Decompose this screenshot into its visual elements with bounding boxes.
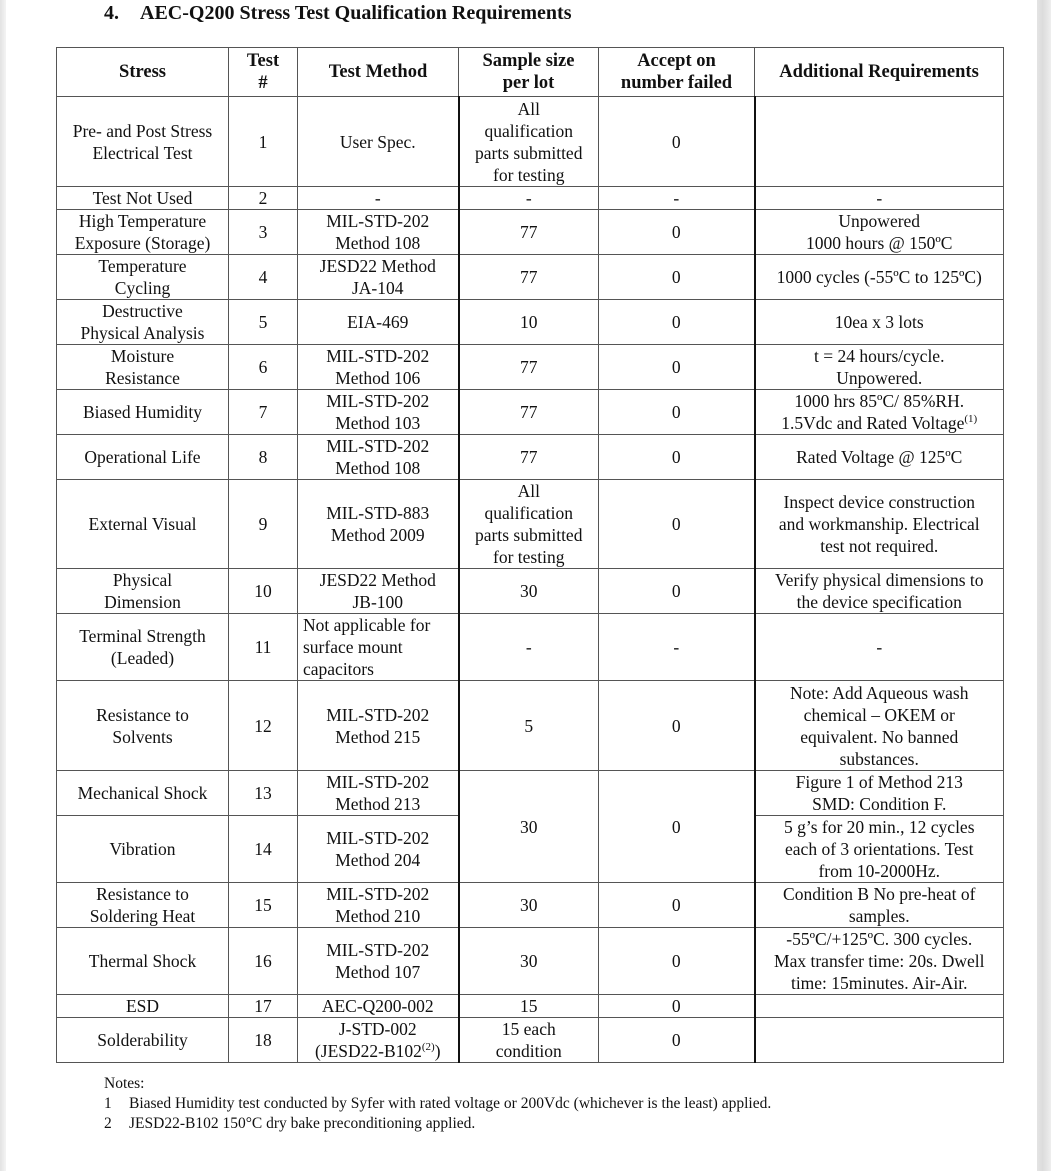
cell-accept: 0: [599, 255, 755, 300]
cell-test-method: Not applicable for surface mount capacitors: [298, 614, 459, 681]
cell-accept: 0: [599, 345, 755, 390]
cell-test-number: 4: [229, 255, 298, 300]
header-additional-requirements: Additional Requirements: [755, 48, 1004, 97]
cell-test-method: MIL-STD-202 Method 108: [298, 435, 459, 480]
cell-test-method: JESD22 Method JA-104: [298, 255, 459, 300]
cell-test-method: MIL-STD-883 Method 2009: [298, 480, 459, 569]
cell-test-number: 10: [229, 569, 298, 614]
footnote-ref: (2): [421, 1041, 435, 1054]
cell-test-number: 13: [229, 771, 298, 816]
cell-stress: Pre- and Post Stress Electrical Test: [57, 97, 229, 187]
cell-sample-size: 10: [459, 300, 599, 345]
cell-test-method: User Spec.: [298, 97, 459, 187]
cell-test-method: MIL-STD-202 Method 215: [298, 681, 459, 771]
cell-sample-size: All qualification parts submitted for testing: [459, 480, 599, 569]
cell-test-method: MIL-STD-202 Method 103: [298, 390, 459, 435]
note-number: 2: [104, 1115, 112, 1132]
cell-test-number: 14: [229, 816, 298, 883]
cell-stress: Test Not Used: [57, 187, 229, 210]
cell-additional: Figure 1 of Method 213 SMD: Condition F.: [755, 771, 1004, 816]
cell-stress: High Temperature Exposure (Storage): [57, 210, 229, 255]
cell-sample-size: 30: [459, 883, 599, 928]
page-left-edge: [0, 0, 6, 1171]
cell-accept: -: [599, 187, 755, 210]
cell-test-number: 6: [229, 345, 298, 390]
cell-accept: 0: [599, 390, 755, 435]
cell-additional: -55ºC/+125ºC. 300 cycles. Max transfer time: 20s. Dwell time: 15minutes. Air-Air.: [755, 928, 1004, 995]
table-row: [57, 681, 1004, 771]
cell-additional: -: [755, 187, 1004, 210]
cell-sample-size: 15 each condition: [459, 1018, 599, 1063]
cell-additional: Verify physical dimensions to the device specification: [755, 569, 1004, 614]
cell-stress: Thermal Shock: [57, 928, 229, 995]
section-title: AEC-Q200 Stress Test Qualification Requirements: [140, 2, 572, 24]
notes-section: [104, 1074, 771, 1134]
cell-test-method: MIL-STD-202 Method 210: [298, 883, 459, 928]
table-row: [57, 97, 1004, 187]
cell-stress: Operational Life: [57, 435, 229, 480]
cell-sample-size: 77: [459, 390, 599, 435]
cell-sample-size: 77: [459, 210, 599, 255]
cell-stress: Resistance to Soldering Heat: [57, 883, 229, 928]
cell-test-number: 17: [229, 995, 298, 1018]
table-row: [57, 345, 1004, 390]
cell-test-method: MIL-STD-202 Method 213: [298, 771, 459, 816]
cell-stress: Resistance to Solvents: [57, 681, 229, 771]
cell-sample-size: 77: [459, 435, 599, 480]
cell-accept: 0: [599, 1018, 755, 1063]
note-text: JESD22-B102 150°C dry bake preconditioning applied.: [129, 1115, 476, 1132]
cell-test-number: 12: [229, 681, 298, 771]
cell-sample-size: 15: [459, 995, 599, 1018]
table-row: [57, 1018, 1004, 1063]
cell-additional: -: [755, 614, 1004, 681]
cell-sample-size: 5: [459, 681, 599, 771]
cell-sample-size: 30: [459, 928, 599, 995]
cell-stress: External Visual: [57, 480, 229, 569]
cell-accept: 0: [599, 681, 755, 771]
cell-accept: 0: [599, 300, 755, 345]
cell-test-number: 8: [229, 435, 298, 480]
table-row: [57, 995, 1004, 1018]
qualification-table: [56, 47, 1004, 1063]
method-text: J-STD-002 (JESD22-B102: [314, 1019, 422, 1061]
note-number: 1: [104, 1095, 112, 1112]
cell-accept: -: [599, 614, 755, 681]
cell-sample-size: 30: [459, 569, 599, 614]
cell-sample-size: All qualification parts submitted for testing: [459, 97, 599, 187]
cell-test-number: 1: [229, 97, 298, 187]
header-test-number: Test #: [229, 48, 298, 97]
cell-accept: 0: [599, 771, 755, 883]
cell-test-number: 7: [229, 390, 298, 435]
table-row: [57, 928, 1004, 995]
cell-stress: Destructive Physical Analysis: [57, 300, 229, 345]
cell-sample-size: 30: [459, 771, 599, 883]
page-scrollbar[interactable]: [1037, 0, 1051, 1171]
notes-heading: Notes:: [104, 1075, 145, 1092]
header-sample-size: Sample size per lot: [459, 48, 599, 97]
cell-stress: Temperature Cycling: [57, 255, 229, 300]
cell-additional: [755, 995, 1004, 1018]
cell-stress: Mechanical Shock: [57, 771, 229, 816]
header-test-method: Test Method: [298, 48, 459, 97]
cell-additional: Note: Add Aqueous wash chemical – OKEM or equivalent. No banned substances.: [755, 681, 1004, 771]
cell-test-number: 15: [229, 883, 298, 928]
cell-test-number: 3: [229, 210, 298, 255]
note-text: Biased Humidity test conducted by Syfer with rated voltage or 200Vdc (whichever is the least) applied.: [129, 1095, 772, 1112]
cell-accept: 0: [599, 995, 755, 1018]
cell-test-number: 5: [229, 300, 298, 345]
cell-sample-size: 77: [459, 255, 599, 300]
cell-test-method: MIL-STD-202 Method 107: [298, 928, 459, 995]
cell-additional: Inspect device construction and workmanship. Electrical test not required.: [755, 480, 1004, 569]
cell-test-number: 11: [229, 614, 298, 681]
method-tail: ): [434, 1041, 441, 1061]
table-row: [57, 435, 1004, 480]
cell-accept: 0: [599, 210, 755, 255]
cell-stress: Moisture Resistance: [57, 345, 229, 390]
table-row: [57, 255, 1004, 300]
cell-additional: 10ea x 3 lots: [755, 300, 1004, 345]
cell-test-method: MIL-STD-202 Method 204: [298, 816, 459, 883]
cell-additional: [755, 97, 1004, 187]
additional-text: 1000 hrs 85ºC/ 85%RH. 1.5Vdc and Rated Voltage: [781, 391, 965, 433]
cell-additional: [755, 1018, 1004, 1063]
cell-sample-size: 77: [459, 345, 599, 390]
table-row: [57, 210, 1004, 255]
cell-additional: [755, 390, 1004, 435]
cell-accept: 0: [599, 97, 755, 187]
cell-accept: 0: [599, 480, 755, 569]
cell-accept: 0: [599, 928, 755, 995]
cell-additional: Condition B No pre-heat of samples.: [755, 883, 1004, 928]
table-row: [57, 390, 1004, 435]
section-number: 4.: [104, 2, 119, 24]
cell-stress: ESD: [57, 995, 229, 1018]
header-accept-number-failed: Accept on number failed: [599, 48, 755, 97]
cell-test-number: 2: [229, 187, 298, 210]
cell-stress: Solderability: [57, 1018, 229, 1063]
table-row: [57, 569, 1004, 614]
cell-test-method: EIA-469: [298, 300, 459, 345]
cell-additional: t = 24 hours/cycle. Unpowered.: [755, 345, 1004, 390]
cell-additional: Rated Voltage @ 125ºC: [755, 435, 1004, 480]
cell-test-method: -: [298, 187, 459, 210]
cell-additional: 1000 cycles (-55ºC to 125ºC): [755, 255, 1004, 300]
table-row: [57, 883, 1004, 928]
cell-test-number: 18: [229, 1018, 298, 1063]
cell-stress: Physical Dimension: [57, 569, 229, 614]
cell-test-number: 16: [229, 928, 298, 995]
table-row: [57, 614, 1004, 681]
cell-test-method: MIL-STD-202 Method 106: [298, 345, 459, 390]
cell-accept: 0: [599, 569, 755, 614]
table-row: [57, 187, 1004, 210]
cell-test-number: 9: [229, 480, 298, 569]
table-header-row: [57, 48, 1004, 97]
cell-additional: Unpowered 1000 hours @ 150ºC: [755, 210, 1004, 255]
cell-test-method: [298, 1018, 459, 1063]
header-stress: Stress: [57, 48, 229, 97]
note-item: [104, 1094, 771, 1114]
footnote-ref: (1): [964, 413, 978, 426]
cell-stress: Terminal Strength (Leaded): [57, 614, 229, 681]
table-row: [57, 480, 1004, 569]
note-item: [104, 1114, 771, 1134]
table-row: [57, 300, 1004, 345]
cell-stress: Biased Humidity: [57, 390, 229, 435]
cell-accept: 0: [599, 883, 755, 928]
section-heading: [104, 0, 572, 26]
cell-stress: Vibration: [57, 816, 229, 883]
cell-sample-size: -: [459, 614, 599, 681]
cell-test-method: JESD22 Method JB-100: [298, 569, 459, 614]
cell-additional: 5 g’s for 20 min., 12 cycles each of 3 orientations. Test from 10-2000Hz.: [755, 816, 1004, 883]
cell-test-method: AEC-Q200-002: [298, 995, 459, 1018]
cell-test-method: MIL-STD-202 Method 108: [298, 210, 459, 255]
cell-sample-size: -: [459, 187, 599, 210]
table-row: [57, 771, 1004, 816]
cell-accept: 0: [599, 435, 755, 480]
